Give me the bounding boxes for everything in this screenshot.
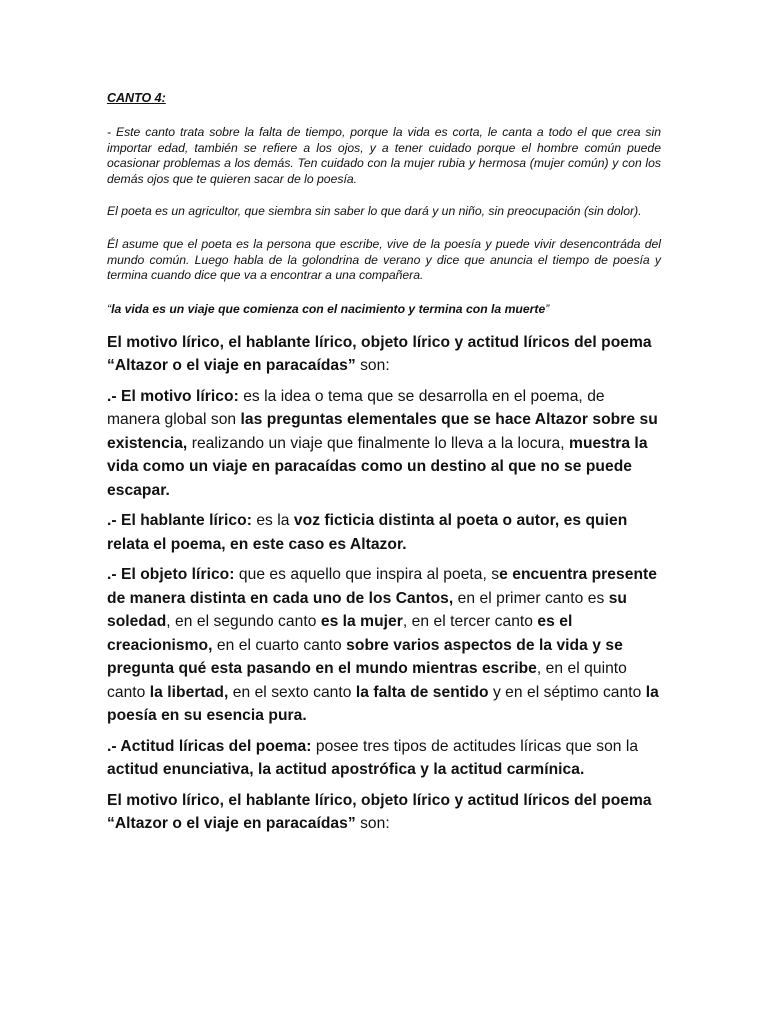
hablante-paragraph <box>107 509 661 556</box>
motivo-text-1: es la idea o tema que se desarrolla en el poema, de manera global son <box>107 387 605 429</box>
canto-quote <box>107 301 661 317</box>
canto-paragraph-3: Él asume que el poeta es la persona que escribe, vive de la poesía y puede vivir desencontráda del mundo común. Luego habla de la golondrina de verano y dice que anuncia el tiempo de poesía y termina cuando dice que va a encontrar a una compañera. <box>107 236 661 283</box>
hablante-label: .- El hablante lírico: <box>107 512 252 530</box>
canto-paragraph-1: - Este canto trata sobre la falta de tiempo, porque la vida es corta, le canta a todo el que crea sin importar edad, también se refiere a los ojos, y a tener cuidado porque el hombre común puede ocasionar problemas a los demás. Ten cuidado con la mujer rubia y hermosa (mujer común) y con los demás ojos que te quieren sacar de lo poesía. <box>107 125 661 186</box>
objeto-bold-7: la falta de sentido <box>355 683 489 701</box>
outro-heading-tail: son: <box>355 815 390 833</box>
objeto-text-6: , en el quinto canto <box>107 660 627 701</box>
objeto-bold-1: e encuentra presente de manera distinta en cada uno de los Cantos, <box>107 566 658 607</box>
motivo-paragraph <box>107 385 661 503</box>
objeto-bold-2: su soledad <box>107 589 628 631</box>
hablante-text-1: es la <box>251 512 294 530</box>
objeto-text-7: en el sexto canto <box>228 683 356 701</box>
objeto-text-1: que es aquello que inspira al poeta, s <box>234 566 500 584</box>
outro-heading <box>107 789 661 836</box>
objeto-text-2: en el primer canto es <box>453 589 609 607</box>
objeto-bold-4: es el creacionismo, <box>107 613 573 654</box>
objeto-paragraph <box>107 563 661 728</box>
intro-heading-tail: son: <box>355 357 390 375</box>
actitud-paragraph <box>107 735 661 782</box>
objeto-text-4: , en el tercer canto <box>402 613 538 631</box>
intro-heading <box>107 331 661 378</box>
objeto-bold-3: es la mujer <box>320 613 403 631</box>
canto-title: CANTO 4: <box>107 91 166 105</box>
objeto-bold-6: la libertad, <box>149 683 229 701</box>
hablante-bold-1: voz ficticia distinta al poeta o autor, es quien relata el poema, en este caso es Altazor. <box>107 512 628 553</box>
document-page <box>107 90 661 836</box>
outro-heading-bold: El motivo lírico, el hablante lírico, objeto lírico y actitud líricos del poema “Altazor o el viaje en paracaídas” <box>107 791 652 833</box>
motivo-text-2: realizando un viaje que finalmente lo lleva a la locura, <box>187 434 570 452</box>
motivo-bold-1: las preguntas elementales que se hace Altazor sobre su existencia, <box>107 411 658 452</box>
quote-close-mark: ” <box>545 301 550 316</box>
canto-paragraph-2: El poeta es un agricultor, que siembra sin saber lo que dará y un niño, sin preocupación (sin dolor). <box>107 204 642 219</box>
quote-open-mark: “ <box>107 301 112 316</box>
actitud-text-1: posee tres tipos de actitudes líricas que son la <box>311 737 639 755</box>
objeto-bold-8: la poesía en su esencia pura. <box>107 683 659 725</box>
quote-text: la vida es un viaje que comienza con el nacimiento y termina con la muerte <box>111 301 546 316</box>
objeto-label: .- El objeto lírico: <box>107 566 235 584</box>
actitud-label: .- Actitud líricas del poema: <box>107 737 312 755</box>
objeto-text-5: en el cuarto canto <box>212 636 347 654</box>
objeto-text-3: , en el segundo canto <box>166 613 321 631</box>
motivo-label: .- El motivo lírico: <box>107 387 239 405</box>
motivo-bold-2: muestra la vida como un viaje en paracaídas como un destino al que no se puede escapar. <box>107 434 648 499</box>
intro-heading-bold: El motivo lírico, el hablante lírico, objeto lírico y actitud líricos del poema “Altazor o el viaje en paracaídas” <box>107 333 652 375</box>
objeto-text-8: y en el séptimo canto <box>488 683 646 701</box>
actitud-bold-1: actitud enunciativa, la actitud apostrófica y la actitud carmínica. <box>107 761 585 779</box>
objeto-bold-5: sobre varios aspectos de la vida y se pregunta qué esta pasando en el mundo mientras escribe <box>107 636 623 678</box>
